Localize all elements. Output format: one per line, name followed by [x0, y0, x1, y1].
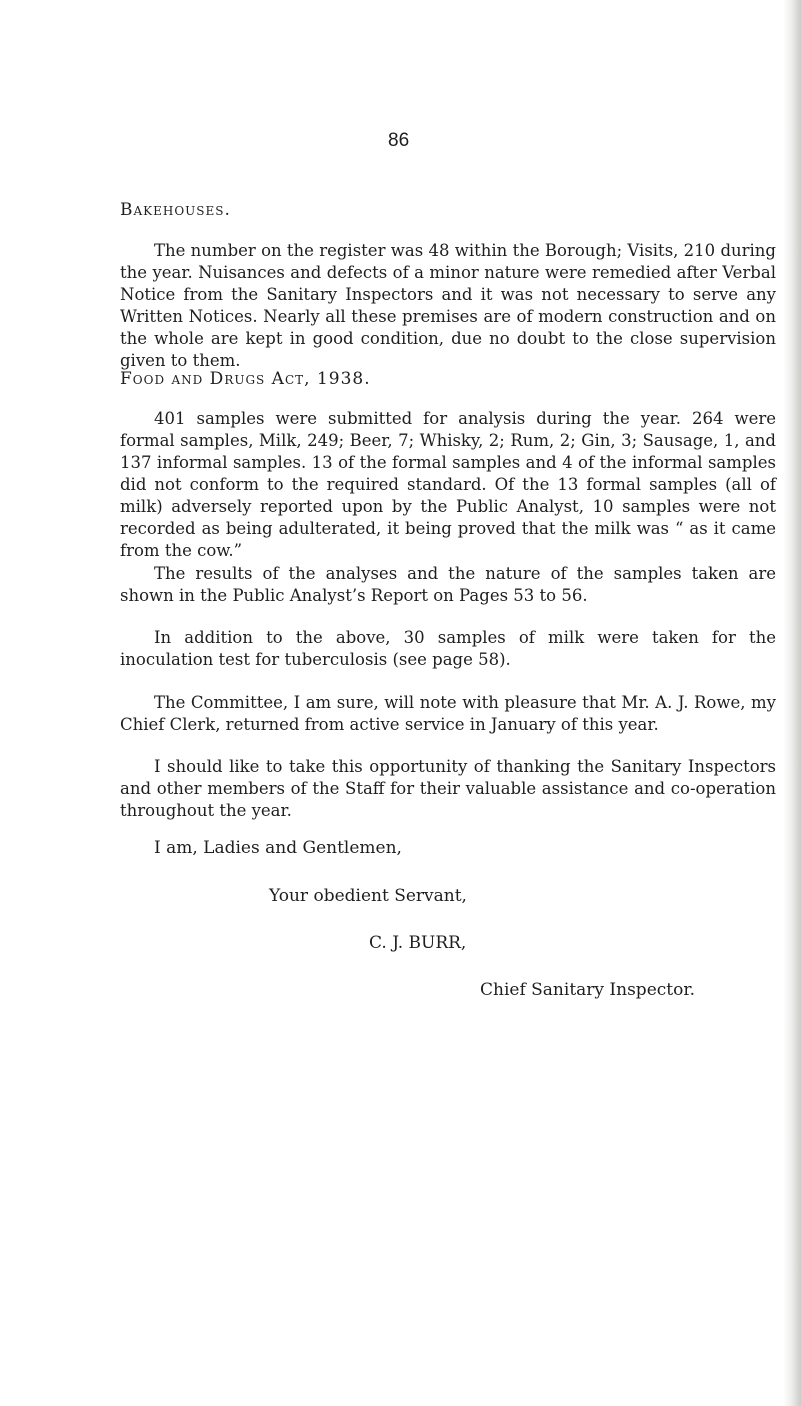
closing-salutation: I am, Ladies and Gentlemen,: [154, 838, 402, 858]
bakehouses-paragraph: The number on the register was 48 within the Borough; Visits, 210 during the year. Nuisances and defects of a minor nature were remedied after Verbal Notice from the Sanitary Inspectors and it was not necessary to serve any Written Notices. Nearly all these premises are of modern construction and on the whole are kept in good condition, due no doubt to the close supervision given to them.: [120, 241, 776, 370]
results-paragraph: The results of the analyses and the nature of the samples taken are shown in the Public Analyst’s Report on Pages 53 to 56.: [120, 564, 776, 605]
closing-servant: Your obedient Servant,: [269, 886, 467, 906]
scan-edge-shadow: [783, 0, 801, 1406]
section-heading-food-drugs: Food and Drugs Act, 1938.: [120, 369, 371, 389]
samples-paragraph: 401 samples were submitted for analysis during the year. 264 were formal samples, Milk, 249; Beer, 7; Whisky, 2; Rum, 2; Gin, 3; Sausage, 1, and 137 informal samples. 13 of the formal samples and 4 of the informal samples did not conform to the required standard. Of the 13 formal samples (all of milk) adversely reported upon by the Public Analyst, 10 samples were not recorded as being adulterated, it being proved that the milk was “ as it came from the cow.”: [120, 409, 776, 560]
committee-paragraph: The Committee, I am sure, will note with pleasure that Mr. A. J. Rowe, my Chief Clerk, returned from active service in January of this year.: [120, 693, 776, 734]
section-heading-bakehouses: Bakehouses.: [120, 200, 231, 220]
signatory-name: C. J. BURR,: [369, 933, 467, 953]
page-number: 86: [388, 130, 410, 151]
inoculation-paragraph: In addition to the above, 30 samples of milk were taken for the inoculation test for tuberculosis (see page 58).: [120, 628, 776, 669]
thanks-paragraph: I should like to take this opportunity of thanking the Sanitary Inspectors and other members of the Staff for their valuable assistance and co-operation throughout the year.: [120, 757, 776, 820]
signatory-title: Chief Sanitary Inspector.: [480, 980, 695, 1000]
